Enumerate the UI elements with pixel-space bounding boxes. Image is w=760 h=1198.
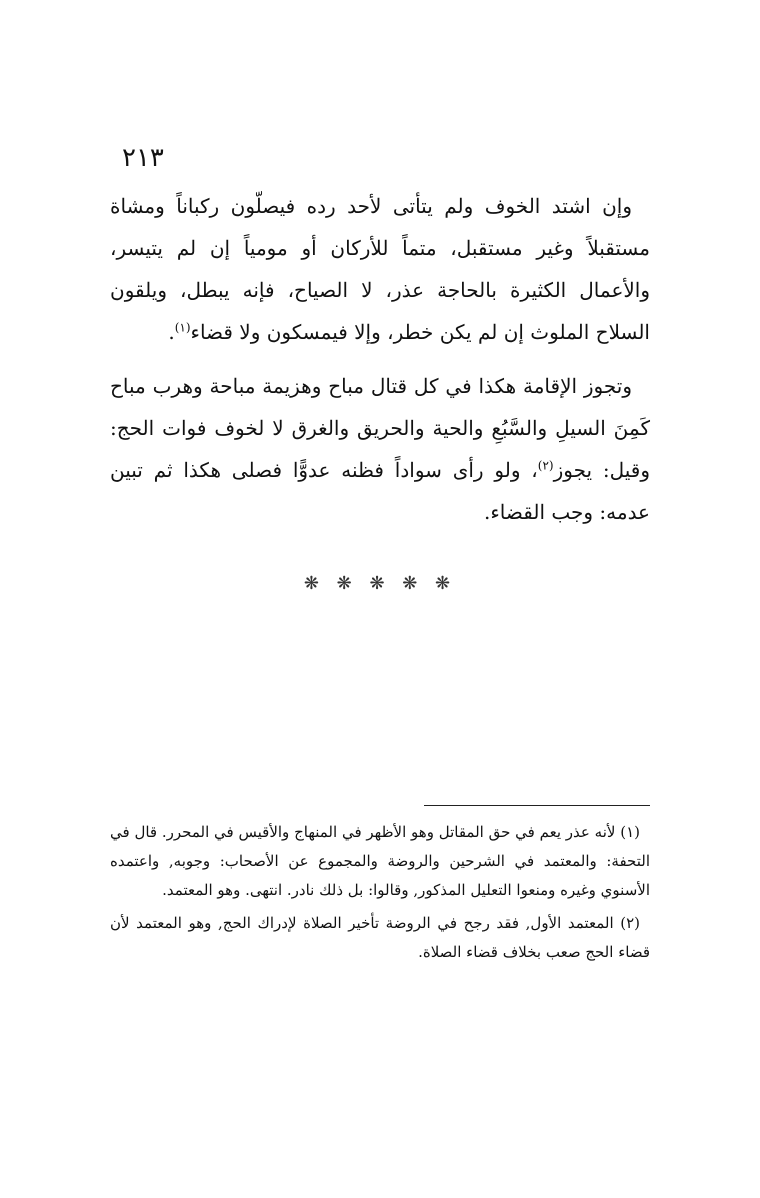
paragraph-1-tail: . xyxy=(168,320,175,344)
paragraph-1 xyxy=(110,185,650,353)
footnote-ref-2: (٢) xyxy=(537,458,554,473)
footnotes xyxy=(110,818,650,971)
paragraph-1-text: وإن اشتد الخوف ولم يتأتى لأحد رده فيصلّون ركباناً ومشاة مستقبلاً وغير مستقبل، متماً للأركان أو مومياً إن لم يتيسر، والأعمال الكثيرة بالحاجة عذر، لا الصياح، فإنه يبطل، ويلقون السلاح الملوث إن لم يكن خطر، وإلا فيمسكون ولا قضاء xyxy=(110,194,650,344)
paragraph-2 xyxy=(110,365,650,533)
footnote-divider xyxy=(424,805,650,806)
main-text xyxy=(110,185,650,545)
footnote-2: (٢) المعتمد الأول, فقد رجح في الروضة تأخير الصلاة لإدراك الحج, وهو المعتمد لأن قضاء الحج صعب بخلاف قضاء الصلاة. xyxy=(110,914,650,961)
section-separator: ❋ ❋ ❋ ❋ ❋ xyxy=(303,573,457,594)
page-number: ٢١٣ xyxy=(122,143,164,173)
paragraph-2-tail: ، ولو رأى سواداً فظنه عدوًّا فصلى هكذا ثم تبين عدمه: وجب القضاء. xyxy=(110,458,650,524)
footnote-1: (١) لأنه عذر يعم في حق المقاتل وهو الأظهر في المنهاج والأقيس في المحرر. قال في التحفة: والمعتمد في الشرحين والروضة والمجموع عن الأصحاب: وجوبه, واعتمده الأسنوي وغيره ومنعوا التعليل المذكور, وقالوا: بل ذلك نادر. انتهى. وهو المعتمد. xyxy=(110,823,650,899)
paragraph-2-text: وتجوز الإقامة هكذا في كل قتال مباح وهزيمة مباحة وهرب مباح كَمِنَ السيلِ والسَّبُعِ والحية والحريق والغرق لا لخوف فوات الحج: وقيل: يجوز xyxy=(110,374,650,482)
footnote-ref-1: (١) xyxy=(174,320,191,335)
